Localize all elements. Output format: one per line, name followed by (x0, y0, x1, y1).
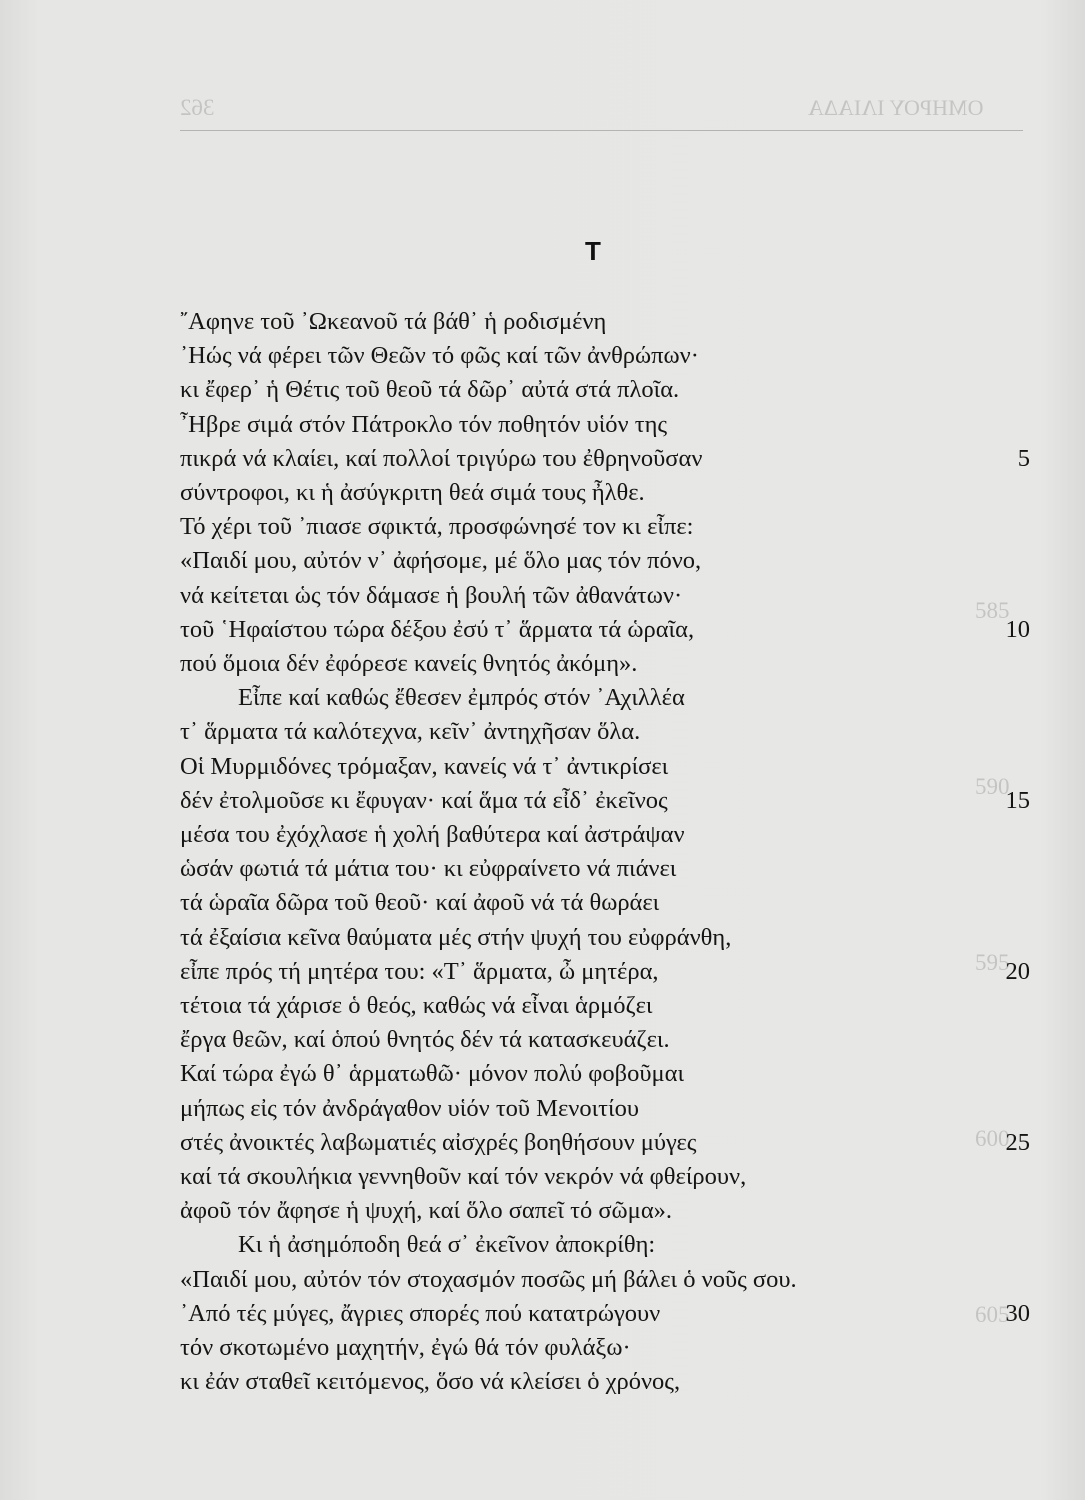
verse-line: σύντροφοι, κι ἡ ἀσύγκριτη θεά σιμά τους ἦλθε. (180, 479, 645, 506)
bleed-through-page-number: 362 (180, 95, 215, 120)
bleed-through-line-number: 600 (975, 1126, 1010, 1151)
verse-line: τέτοια τά χάρισε ὁ θεός, καθώς νά εἶναι ἁρμόζει (180, 992, 653, 1019)
verse-line-number: 15 (1005, 787, 1030, 814)
verse-line: «Παιδί μου, αὐτόν τόν στοχασμόν ποσῶς μή βάλει ὁ νοῦς σου. (180, 1266, 797, 1293)
verse-line: μήπως εἰς τόν ἀνδράγαθον υἱόν τοῦ Μενοιτίου (180, 1095, 639, 1122)
book-letter-heading: Τ (585, 236, 601, 266)
bleed-through-line-number: 605 (975, 1302, 1010, 1327)
verse-line-number: 10 (1005, 616, 1030, 643)
verse-line: Εἶπε καί καθώς ἔθεσεν ἐμπρός στόν ᾽Αχιλλέα (238, 684, 685, 711)
verse-line: δέν ἐτολμοῦσε κι ἔφυγαν· καί ἅμα τά εἶδ᾽ ἐκεῖνος (180, 787, 668, 814)
verse-line: πού ὅμοια δέν ἐφόρεσε κανείς θνητός ἀκόμη». (180, 650, 638, 677)
verse-line: κι ἔφερ᾽ ἡ Θέτις τοῦ θεοῦ τά δῶρ᾽ αὐτά στά πλοῖα. (180, 376, 680, 403)
verse-line: τ᾽ ἅρματα τά καλότεχνα, κεῖν᾽ ἀντηχῆσαν ὅλα. (180, 718, 641, 745)
bleed-through-header: ΟΜΗΡΟΥ ΙΛΙΑΔΑ (808, 95, 984, 120)
verse-line: ἔργα θεῶν, καί ὁπού θνητός δέν τά κατασκευάζει. (180, 1026, 670, 1053)
verse-line: ᾽Από τές μύγες, ἄγριες σπορές πού κατατρώγουν (180, 1300, 661, 1327)
verse-line: Καί τώρα ἐγώ θ᾽ ἁρματωθῶ· μόνον πολύ φοβοῦμαι (180, 1060, 685, 1087)
verse-line-number: 30 (1005, 1300, 1030, 1327)
verse-line: Τό χέρι τοῦ ᾽πιασε σφικτά, προσφώνησέ τον κι εἶπε: (180, 513, 694, 540)
verse-line-number: 25 (1005, 1129, 1030, 1156)
verse-line: πικρά νά κλαίει, καί πολλοί τριγύρω του ἐθρηνοῦσαν (180, 445, 703, 472)
verse-line: νά κείτεται ὡς τόν δάμασε ἡ βουλή τῶν ἀθανάτων· (180, 582, 683, 609)
verse-line: «Παιδί μου, αὐτόν ν᾽ ἀφήσομε, μέ ὅλο μας τόν πόνο, (180, 547, 702, 574)
verse-line-number: 5 (1017, 445, 1030, 472)
header-rule (180, 130, 1023, 131)
verse-line: Οἱ Μυρμιδόνες τρόμαξαν, κανείς νά τ᾽ ἀντικρίσει (180, 753, 669, 780)
verse-line: τά ὡραῖα δῶρα τοῦ θεοῦ· καί ἀφοῦ νά τά θωράει (180, 889, 660, 916)
verse-line: τά ἐξαίσια κεῖνα θαύματα μές στήν ψυχή του εὐφράνθη, (180, 924, 732, 951)
verse-line: τόν σκοτωμένο μαχητήν, ἐγώ θά τόν φυλάξω· (180, 1334, 631, 1361)
bleed-through-line-number: 585 (975, 598, 1010, 623)
bleed-through-line-number: 595 (975, 950, 1010, 975)
verse-line: μέσα του ἐχόχλασε ἡ χολή βαθύτερα καί ἀστράψαν (180, 821, 685, 848)
verse-line: ῎Αφηνε τοῦ ᾽Ωκεανοῦ τά βάθ᾽ ἡ ροδισμένη (180, 308, 607, 335)
verse-line: ἀφοῦ τόν ἄφησε ἡ ψυχή, καί ὅλο σαπεῖ τό σῶμα». (180, 1197, 673, 1224)
verse-line: κι ἐάν σταθεῖ κειτόμενος, ὅσο νά κλείσει ὁ χρόνος, (180, 1368, 681, 1395)
verse-line: ῏Ηβρε σιμά στόν Πάτροκλο τόν ποθητόν υἱόν της (180, 411, 668, 438)
verse-line: στές ἀνοικτές λαβωματιές αἰσχρές βοηθήσουν μύγες (180, 1129, 697, 1156)
bleed-through-line-number: 590 (975, 774, 1010, 799)
verse-line: τοῦ ῾Ηφαίστου τώρα δέξου ἐσύ τ᾽ ἅρματα τά ὡραῖα, (180, 616, 695, 643)
verse-line: Κι ἡ ἀσημόποδη θεά σ᾽ ἐκεῖνον ἀποκρίθη: (238, 1231, 656, 1258)
verse-line-number: 20 (1005, 958, 1030, 985)
verse-line: ᾽Ηώς νά φέρει τῶν Θεῶν τό φῶς καί τῶν ἀνθρώπων· (180, 342, 699, 369)
verse-line: καί τά σκουλήκια γεννηθοῦν καί τόν νεκρόν νά φθείρουν, (180, 1163, 747, 1190)
verse-line: ὡσάν φωτιά τά μάτια του· κι εὐφραίνετο νά πιάνει (180, 855, 677, 882)
verse-line: εἶπε πρός τή μητέρα του: «Τ᾽ ἅρματα, ὦ μητέρα, (180, 958, 659, 985)
